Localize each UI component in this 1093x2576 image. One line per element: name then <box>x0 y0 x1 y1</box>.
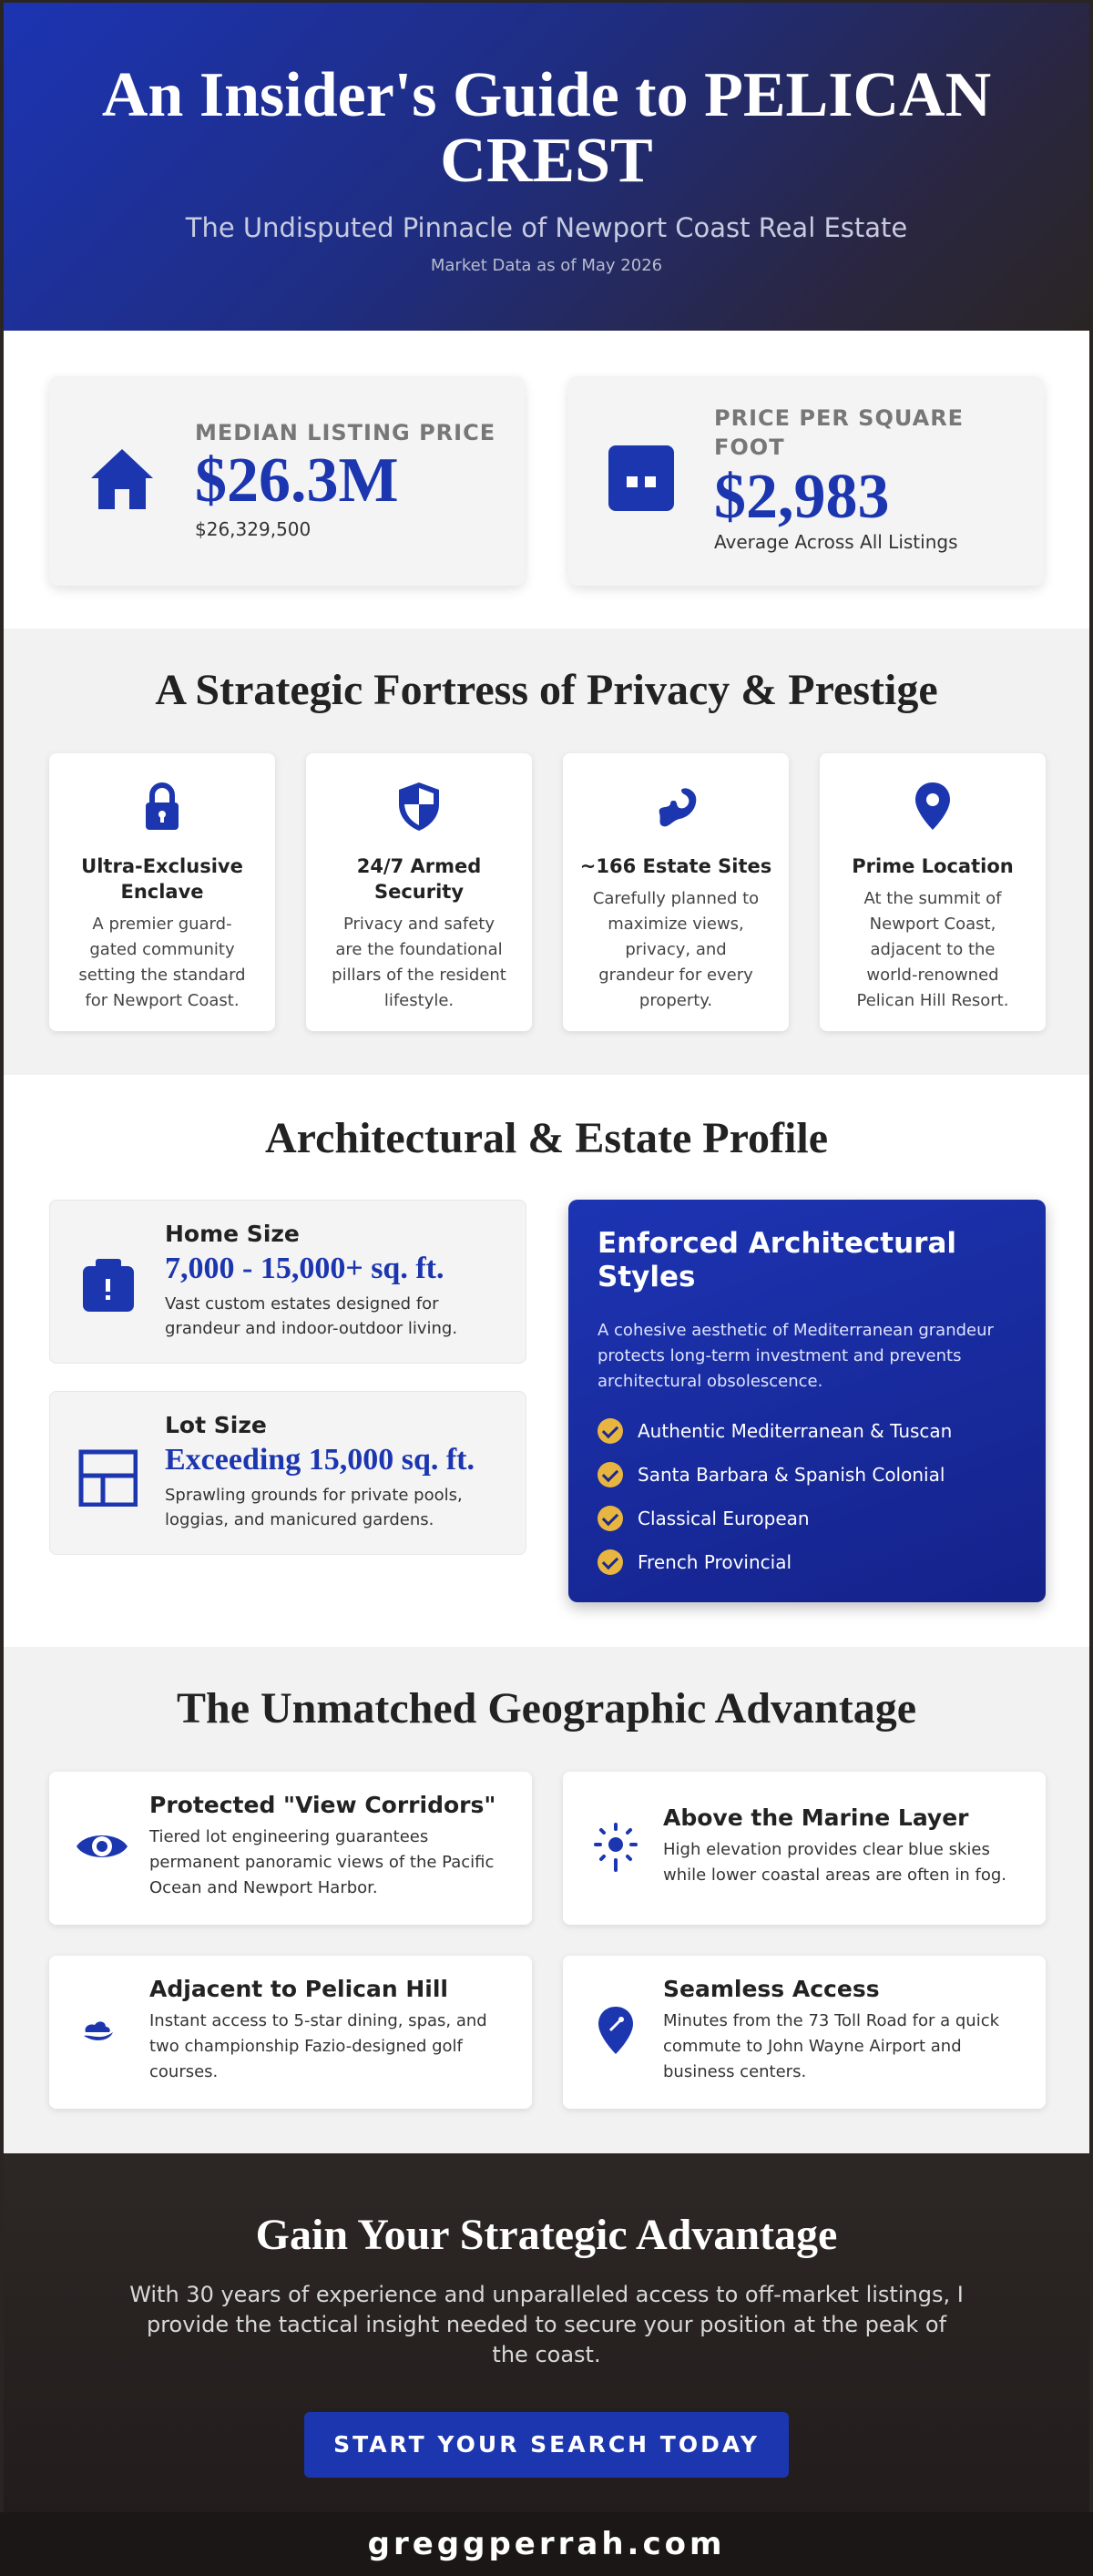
sun-icon <box>587 1817 645 1876</box>
eye-icon <box>73 1817 131 1876</box>
location-pin-icon <box>905 779 960 833</box>
stat-detail: Average Across All Listings <box>714 531 958 553</box>
stat-value: $2,983 <box>714 462 890 532</box>
architecture-section <box>4 1075 1089 1647</box>
card-title: Above the Marine Layer <box>663 1804 969 1831</box>
list-item <box>598 1453 952 1497</box>
feature-card <box>820 753 1046 1031</box>
check-icon <box>598 1418 623 1444</box>
card-desc: Sprawling grounds for private pools, loggias, and manicured gardens. <box>165 1486 463 1529</box>
geo-card <box>49 1956 532 2109</box>
map-icon <box>649 779 703 833</box>
cta-section <box>4 2153 1089 2512</box>
feature-card <box>306 753 532 1031</box>
feature-title: Prime Location <box>852 855 1014 877</box>
page-title: An Insider's Guide to PELICAN CREST <box>101 60 992 196</box>
feature-desc: A premier guard-gated community setting the standard for Newport Coast. <box>78 915 246 1010</box>
card-title: Home Size <box>165 1221 300 1247</box>
section-title: A Strategic Fortress of Privacy & Prestige <box>155 666 938 714</box>
market-date: Market Data as of May 2026 <box>430 256 663 275</box>
house-size-icon <box>77 1255 138 1315</box>
feature-desc: Carefully planned to maximize views, privacy, and grandeur for every property. <box>592 889 760 1010</box>
panel-desc: A cohesive aesthetic of Mediterranean grandeur protects long-term investment and prevents architectural obsolescence. <box>598 1321 994 1391</box>
check-icon <box>598 1462 623 1487</box>
card-title: Adjacent to Pelican Hill <box>149 1976 448 2002</box>
card-title: Lot Size <box>165 1412 267 1438</box>
start-search-button[interactable]: START YOUR SEARCH TODAY <box>304 2412 789 2478</box>
card-value: Exceeding 15,000 sq. ft. <box>165 1443 475 1477</box>
page-subtitle: The Undisputed Pinnacle of Newport Coast Real Estate <box>185 212 908 243</box>
list-item <box>598 1409 952 1453</box>
feature-card <box>49 753 275 1031</box>
feature-title: 24/7 Armed Security <box>356 855 482 903</box>
feature-desc: Privacy and safety are the foundational pillars of the resident lifestyle. <box>332 915 506 1010</box>
panel-title: Enforced Architectural Styles <box>598 1227 956 1293</box>
list-item <box>598 1540 952 1584</box>
floorplan-icon <box>77 1446 138 1507</box>
list-item-label: French Provincial <box>638 1551 792 1573</box>
list-item <box>598 1497 952 1540</box>
card-value: 7,000 - 15,000+ sq. ft. <box>165 1252 444 1285</box>
stat-label: MEDIAN LISTING PRICE <box>195 420 496 445</box>
geography-section <box>4 1647 1089 2153</box>
card-desc: Minutes from the 73 Toll Road for a quick commute to John Wayne Airport and business centers. <box>663 2011 1000 2081</box>
list-item-label: Authentic Mediterranean & Tuscan <box>638 1420 953 1442</box>
list-item-label: Classical European <box>638 1508 810 1529</box>
section-title: Architectural & Estate Profile <box>264 1114 829 1162</box>
feature-card <box>563 753 789 1031</box>
stat-card-price-per-sqft <box>568 376 1044 586</box>
cta-title: Gain Your Strategic Advantage <box>255 2211 838 2259</box>
feature-title: ~166 Estate Sites <box>579 855 772 877</box>
lock-icon <box>135 779 189 833</box>
stat-label: PRICE PER SQUARE FOOT <box>714 405 965 460</box>
stat-card-median-price <box>49 376 525 586</box>
section-title: The Unmatched Geographic Advantage <box>176 1684 916 1733</box>
geo-card <box>49 1772 532 1925</box>
shield-icon <box>392 779 446 833</box>
card-title: Protected "View Corridors" <box>149 1792 496 1818</box>
feature-desc: At the summit of Newport Coast, adjacent to the world-renowned Pelican Hill Resort. <box>856 889 1009 1010</box>
stats-section <box>4 331 1089 629</box>
golf-icon <box>73 2001 131 2060</box>
feature-title: Ultra-Exclusive Enclave <box>81 855 243 903</box>
house-icon <box>86 442 158 515</box>
home-size-card <box>49 1200 526 1364</box>
styles-list <box>598 1409 952 1584</box>
card-desc: Vast custom estates designed for grandeur and indoor-outdoor living. <box>165 1294 458 1338</box>
geo-card <box>563 1956 1046 2109</box>
card-desc: Tiered lot engineering guarantees permanent panoramic views of the Pacific Ocean and Newport Harbor. <box>149 1827 495 1897</box>
fortress-section <box>4 629 1089 1075</box>
card-title: Seamless Access <box>663 1976 880 2002</box>
check-icon <box>598 1506 623 1531</box>
stat-detail: $26,329,500 <box>195 518 312 540</box>
geo-card <box>563 1772 1046 1925</box>
hero-header <box>4 3 1089 331</box>
route-icon <box>587 2001 645 2060</box>
footer-site-link[interactable]: greggperrah.com <box>0 2512 1093 2576</box>
card-desc: Instant access to 5-star dining, spas, and two championship Fazio-designed golf courses. <box>149 2011 487 2081</box>
lot-size-card <box>49 1391 526 1555</box>
stat-value: $26.3M <box>195 445 399 516</box>
cta-text: With 30 years of experience and unparalleled access to off-market listings, I provide the tactical insight needed to secure your position at the peak of the coast. <box>129 2282 964 2367</box>
sqft-icon <box>605 442 678 515</box>
list-item-label: Santa Barbara & Spanish Colonial <box>638 1464 945 1486</box>
check-icon <box>598 1549 623 1575</box>
card-desc: High elevation provides clear blue skies while lower coastal areas are often in fog. <box>663 1840 1006 1885</box>
architectural-styles-panel <box>568 1200 1046 1602</box>
